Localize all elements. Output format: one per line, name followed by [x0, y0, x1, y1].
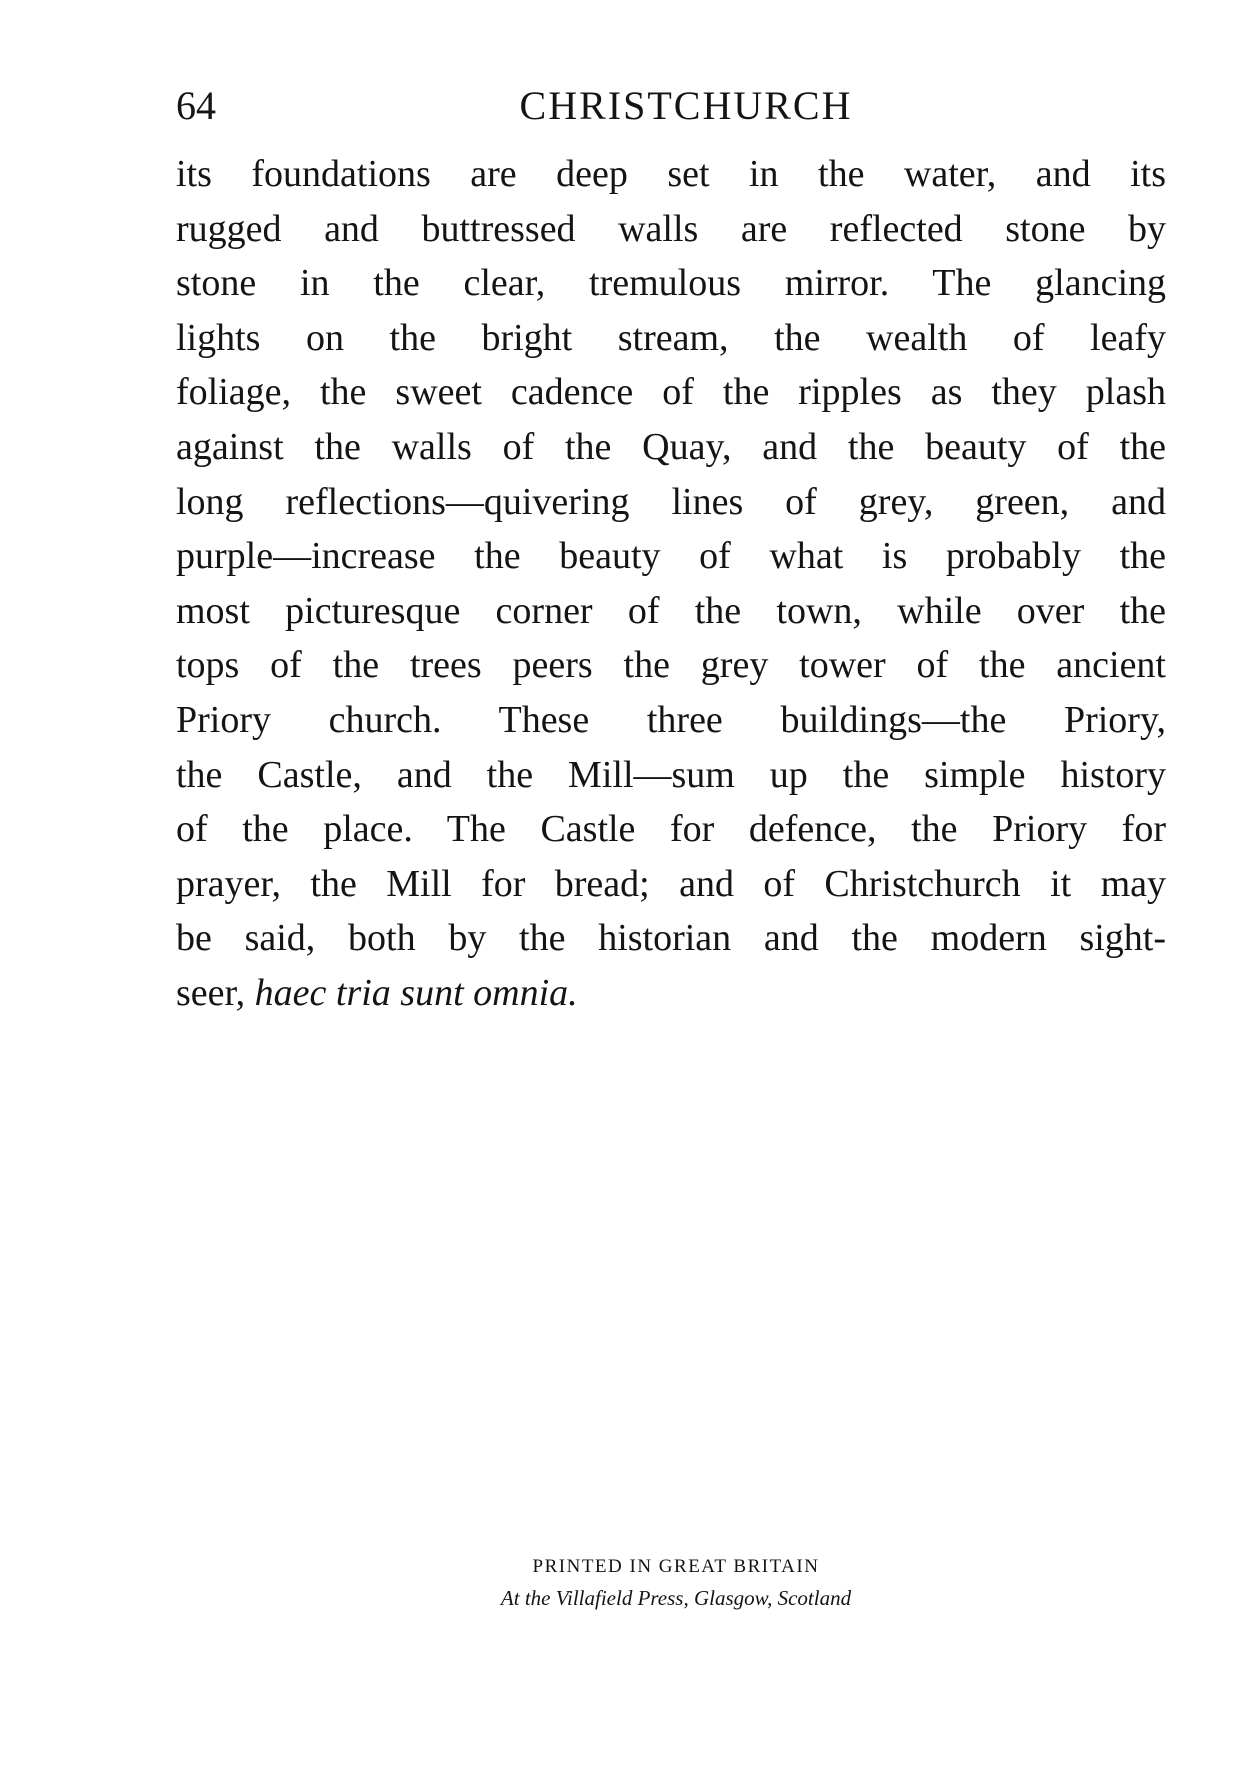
text-line: purple—increase the beauty of what is probably the — [176, 535, 1166, 578]
text-line-last — [176, 966, 1166, 1021]
latin-quote: haec tria sunt omnia. — [254, 971, 578, 1014]
text-line: of the place. The Castle for defence, the Priory for — [176, 808, 1166, 851]
text-line: the Castle, and the Mill—sum up the simple history — [176, 753, 1166, 796]
text-line: long reflections—quivering lines of grey, green, and — [176, 480, 1166, 523]
text-line: most picturesque corner of the town, while over the — [176, 589, 1166, 632]
text-line: foliage, the sweet cadence of the ripples as they plash — [176, 371, 1166, 414]
printed-in-label: PRINTED IN GREAT BRITAIN — [532, 1556, 820, 1577]
text-line: its foundations are deep set in the water, and its — [176, 153, 1166, 195]
printer-colophon — [376, 1552, 976, 1614]
text-line: rugged and buttressed walls are reflected stone by — [176, 207, 1166, 250]
page-number: 64 — [176, 83, 216, 128]
text-line: stone in the clear, tremulous mirror. The glancing — [176, 262, 1166, 305]
press-imprint: At the Villafield Press, Glasgow, Scotland — [500, 1586, 852, 1610]
text-line: against the walls of the Quay, and the beauty of the — [176, 425, 1166, 468]
text-line: prayer, the Mill for bread; and of Christchurch it may — [176, 862, 1166, 905]
text-line: lights on the bright stream, the wealth of leafy — [176, 316, 1166, 359]
last-line-text: seer, — [176, 971, 255, 1014]
running-title: CHRISTCHURCH — [519, 83, 853, 128]
text-line: Priory church. These three buildings—the Priory, — [176, 698, 1166, 741]
body-paragraph — [176, 147, 1166, 1021]
text-line: tops of the trees peers the grey tower of the ancient — [176, 644, 1166, 687]
running-head — [176, 78, 1166, 134]
text-line: be said, both by the historian and the modern sight- — [176, 917, 1166, 960]
